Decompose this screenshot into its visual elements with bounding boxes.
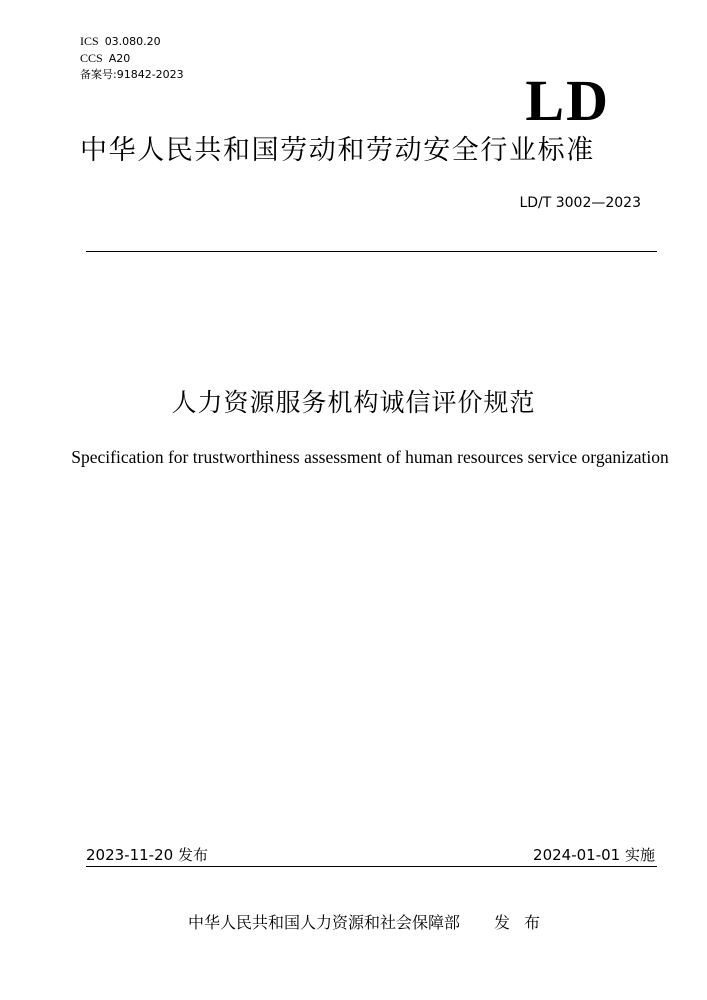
- document-title-english: Specification for trustworthiness assessment of human resources service organization: [71, 447, 669, 467]
- ccs-value: A20: [108, 52, 131, 65]
- ics-value: 03.080.20: [104, 35, 161, 48]
- standard-code: LD/T 3002—2023: [519, 195, 641, 211]
- classification-block: [80, 33, 184, 83]
- bottom-divider: [86, 866, 657, 867]
- implementation-date: 2024-01-01 实施: [533, 846, 655, 864]
- record-line: [80, 67, 184, 83]
- document-title-chinese: 人力资源服务机构诚信评价规范: [171, 388, 536, 417]
- issuer-line: [188, 912, 554, 934]
- ics-label: ICS: [80, 34, 99, 48]
- ics-line: [80, 33, 184, 50]
- ld-logo: LD: [525, 68, 610, 133]
- ccs-label: CCS: [80, 51, 103, 65]
- top-divider: [86, 251, 657, 252]
- standard-title: 中华人民共和国劳动和劳动安全行业标准: [80, 135, 595, 166]
- ccs-line: [80, 50, 184, 67]
- record-value: 91842-2023: [116, 68, 184, 81]
- record-label: 备案号:: [80, 68, 117, 81]
- issuer-name: 中华人民共和国人力资源和社会保障部: [188, 913, 461, 932]
- issuer-action: 发布: [494, 913, 555, 932]
- issue-date: 2023-11-20 发布: [86, 846, 208, 864]
